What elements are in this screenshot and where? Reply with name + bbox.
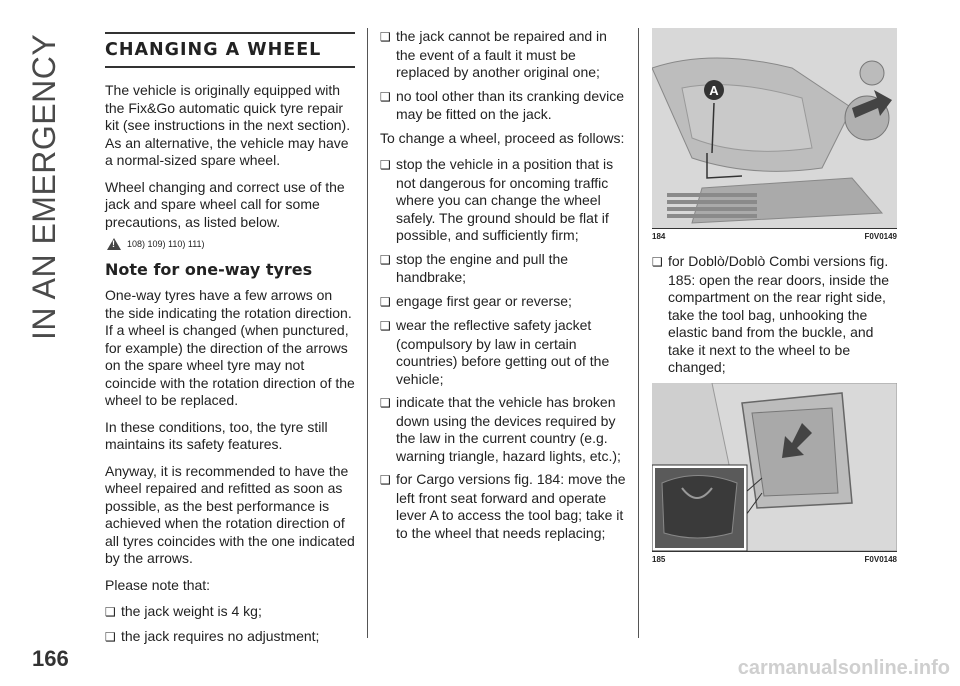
- list-item: ❑ the jack cannot be repaired and in the event of a fault it must be replaced by another original one;: [380, 28, 630, 82]
- bullet-list: [380, 28, 630, 124]
- list-item: ❑ the jack requires no adjustment;: [105, 628, 355, 647]
- column-1: [105, 28, 355, 652]
- warning-icon: [107, 238, 121, 250]
- paragraph: Please note that:: [105, 576, 211, 593]
- figure-number: 185: [652, 555, 666, 564]
- watermark: carmanualsonline.info: [737, 657, 950, 679]
- list-item: ❑ engage first gear or reverse;: [380, 293, 630, 312]
- figure-number: 184: [652, 232, 666, 241]
- figure-caption: [652, 551, 897, 564]
- paragraph: To change a wheel, proceed as follows:: [380, 129, 625, 146]
- subheading: Note for one-way tyres: [105, 260, 313, 279]
- list-item: ❑ stop the engine and pull the handbrake;: [380, 251, 630, 287]
- column-2: [380, 28, 630, 548]
- paragraph: In these conditions, too, the tyre still maintains its safety features.: [105, 418, 328, 452]
- page-number: 166: [32, 646, 69, 671]
- warning-refs-text: 108) 109) 110) 111): [127, 239, 205, 249]
- warning-references: [107, 238, 355, 250]
- tool-bag-compartment-illustration: [652, 383, 897, 551]
- paragraph: One-way tyres have a few arrows on the side indicating the rotation direction. If a wheel is changed (when punctured, for example) the direction of the arrows on the spare wheel tyre may not coincide with the rotation direction of the wheel to be replaced.: [105, 287, 355, 408]
- list-item: ❑ the jack weight is 4 kg;: [105, 603, 355, 622]
- figure-code: F0V0149: [864, 232, 897, 241]
- list-item: ❑ for Doblò/Doblò Combi versions fig. 185: open the rear doors, inside the compartment on the rear right side, take the tool bag, unhooking the elastic band from the buckle, and take it next to the wheel to be changed;: [652, 253, 897, 377]
- list-item: ❑ no tool other than its cranking device may be fitted on the jack.: [380, 88, 630, 124]
- list-item: ❑ for Cargo versions fig. 184: move the left front seat forward and operate lever A to access the tool bag; take it to the wheel that needs replacing;: [380, 471, 630, 542]
- page-title: CHANGING A WHEEL: [105, 32, 355, 68]
- column-divider: [638, 28, 639, 638]
- figure-code: F0V0148: [864, 555, 897, 564]
- paragraph: The vehicle is originally equipped with the Fix&Go automatic quick tyre repair kit (see instructions in the next section). As an alternative, the vehicle may have a normal-sized spare wheel.: [105, 82, 351, 168]
- paragraph: Anyway, it is recommended to have the wheel repaired and refitted as soon as possible, as the best performance is achieved when the rotation direction of all tyres coincides with the one indicated by the arrows.: [105, 462, 355, 566]
- callout-label: A: [709, 83, 719, 98]
- bullet-list: [652, 253, 897, 377]
- section-tab: [26, 33, 86, 340]
- paragraph: Wheel changing and correct use of the jack and spare wheel call for some precautions, as listed below.: [105, 178, 345, 230]
- bullet-list: [105, 603, 355, 646]
- figure-184: [652, 28, 897, 241]
- list-item: ❑ indicate that the vehicle has broken down using the devices required by the law in the current country (e.g. warning triangle, hazard lights, etc.);: [380, 394, 630, 465]
- figure-caption: [652, 228, 897, 241]
- section-tab-label: IN AN EMERGENCY: [26, 33, 62, 340]
- bullet-list: [380, 156, 630, 542]
- figure-185: [652, 383, 897, 564]
- seat-lever-illustration: [652, 28, 897, 228]
- column-divider: [367, 28, 368, 638]
- column-3: [652, 253, 897, 383]
- list-item: ❑ stop the vehicle in a position that is not dangerous for oncoming traffic where you can change the wheel safely. The ground should be flat if possible, and sufficiently firm;: [380, 156, 630, 245]
- list-item: ❑ wear the reflective safety jacket (compulsory by law in certain countries) before getting out of the vehicle;: [380, 317, 630, 388]
